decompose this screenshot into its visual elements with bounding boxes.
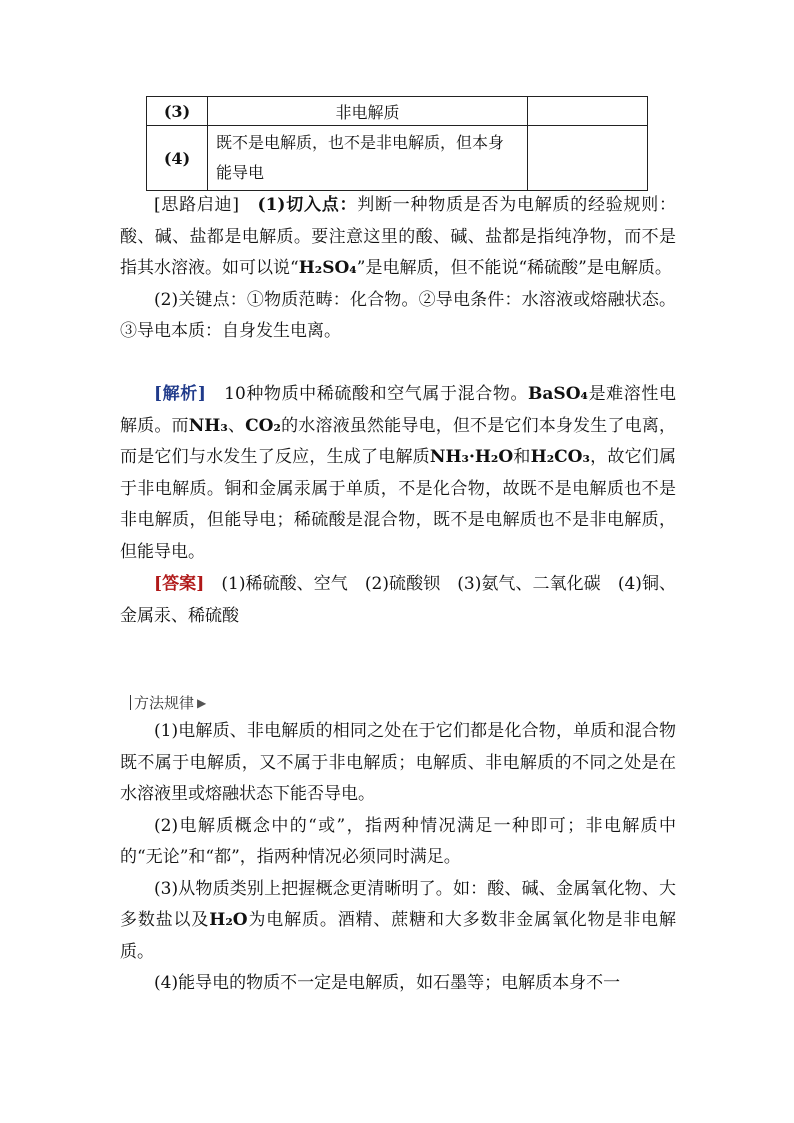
answer-paragraph bbox=[120, 569, 676, 632]
formula-nh3: NH₃ bbox=[188, 415, 228, 436]
classification-table bbox=[146, 96, 648, 191]
formula-co2: CO₂ bbox=[245, 415, 281, 436]
analysis-text: 10种物质中稀硫酸和空气属于混合物。 bbox=[224, 384, 529, 404]
answer-cell bbox=[528, 97, 648, 126]
thinking-section bbox=[120, 190, 676, 348]
triangle-right-icon: ▶ bbox=[197, 695, 207, 710]
method-text: 为电解质。酒精、蔗糖和大多数非金属氧化物是非电解质。 bbox=[120, 910, 677, 962]
conjunction: 和 bbox=[513, 447, 531, 467]
row-number: (4) bbox=[147, 126, 208, 191]
row-number: (3) bbox=[147, 97, 208, 126]
answer-cell bbox=[528, 126, 648, 191]
answer-text: (1)稀硫酸、空气 (2)硫酸钡 (3)氨气、二氧化碳 (4)铜、金属汞、稀硫酸 bbox=[120, 574, 677, 626]
method-header bbox=[130, 692, 206, 713]
thinking-text: ”是电解质，但不能说“稀硫酸”是电解质。 bbox=[356, 258, 672, 278]
method-paragraph-4: (4)能导电的物质不一定是电解质，如石墨等；电解质本身不一 bbox=[154, 973, 621, 993]
thinking-paragraph-2: (2)关键点：①物质范畴：化合物。②导电条件：水溶液或熔融状态。③导电本质：自身发生电离。 bbox=[120, 289, 676, 341]
formula-h2o: H₂O bbox=[209, 910, 248, 930]
analysis-text: 是难溶性电解质。而 bbox=[120, 384, 676, 436]
divider-bar bbox=[130, 695, 131, 710]
formula-baso4: BaSO₄ bbox=[528, 384, 588, 404]
separator: 、 bbox=[227, 415, 246, 436]
method-title: 方法规律 bbox=[134, 694, 195, 712]
formula-h2so4: H₂SO₄ bbox=[298, 258, 357, 278]
answer-section bbox=[120, 569, 676, 632]
row-description: 既不是电解质，也不是非电解质，但本身能导电 bbox=[208, 126, 528, 191]
table-row bbox=[147, 97, 648, 126]
entry-point-label: (1)切入点： bbox=[257, 195, 358, 215]
formula-nh3-h2o: NH₃·H₂O bbox=[429, 447, 514, 467]
analysis-paragraph bbox=[120, 379, 676, 568]
analysis-section bbox=[120, 379, 676, 568]
thinking-tag: [思路启迪] bbox=[154, 195, 240, 215]
method-paragraph-3 bbox=[120, 874, 676, 969]
analysis-text: ，故它们属于非电解质。铜和金属汞属于单质，不是化合物，故既不是电解质也不是非电解质，但能导电；稀硫酸是混合物，既不是电解质也不是非电解质，但能导电。 bbox=[120, 447, 677, 562]
thinking-paragraph-1 bbox=[120, 190, 676, 285]
answer-tag: [答案] bbox=[154, 574, 205, 594]
analysis-text: 的水溶液虽然能导电，但不是它们本身发生了电离，而是它们与水发生了反应，生成了电解质 bbox=[120, 415, 677, 467]
table-row bbox=[147, 126, 648, 191]
method-paragraph-1: (1)电解质、非电解质的相同之处在于它们都是化合物，单质和混合物既不属于电解质，又不属于非电解质；电解质、非电解质的不同之处是在水溶液里或熔融状态下能否导电。 bbox=[120, 721, 676, 804]
row-description: 非电解质 bbox=[208, 97, 528, 126]
method-section bbox=[120, 716, 676, 1000]
formula-h2co3: H₂CO₃ bbox=[530, 447, 590, 467]
analysis-tag: [解析] bbox=[154, 384, 206, 404]
thinking-text: 判断一种物质是否为电解质的经验规则：酸、碱、盐都是电解质。要注意这里的酸、碱、盐都是指纯净物，而不是指其水溶液。如可以说“ bbox=[120, 195, 677, 278]
method-paragraph-2: (2)电解质概念中的“或”，指两种情况满足一种即可；非电解质中的“无论”和“都”，指两种情况必须同时满足。 bbox=[120, 815, 676, 867]
method-text: (3)从物质类别上把握概念更清晰明了。如：酸、碱、金属氧化物、大多数盐以及 bbox=[120, 878, 676, 930]
